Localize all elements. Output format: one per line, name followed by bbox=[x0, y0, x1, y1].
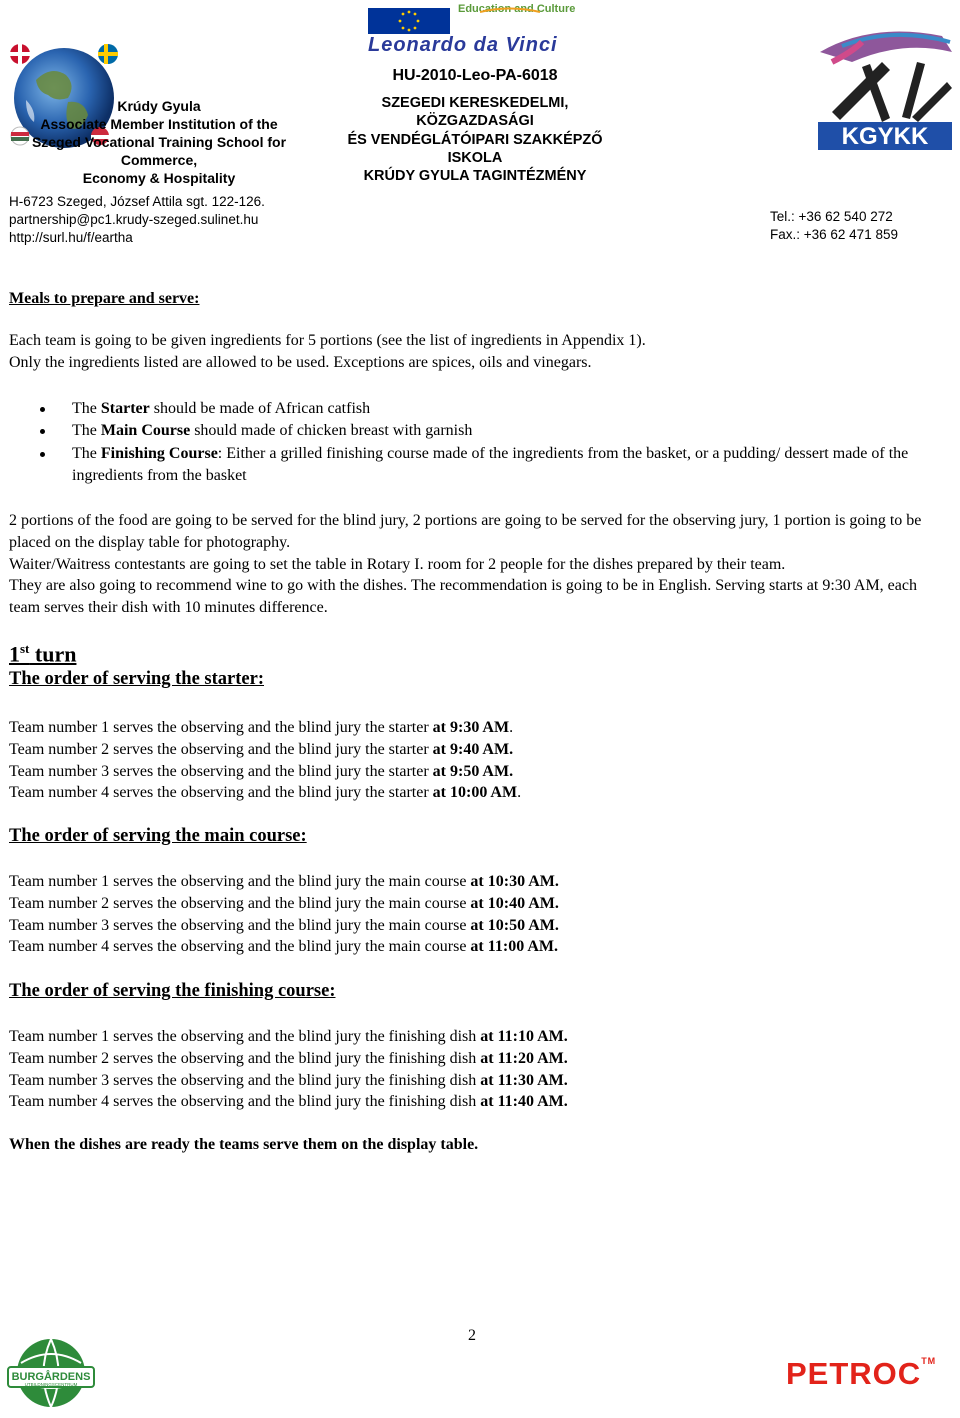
schedule-row bbox=[9, 782, 949, 804]
service-paragraph bbox=[9, 510, 949, 619]
bullet-post: should be made of African catfish bbox=[149, 400, 371, 417]
turn-suffix: st bbox=[20, 641, 30, 656]
row-text: Team number 1 serves the observing and the blind jury the finishing dish bbox=[9, 1028, 481, 1045]
starter-schedule bbox=[9, 717, 949, 804]
row-time: at 10:40 AM. bbox=[470, 894, 559, 912]
row-time: at 11:40 AM. bbox=[480, 1093, 568, 1111]
list-item bbox=[40, 420, 940, 442]
row-text: Team number 4 serves the observing and the blind jury the starter bbox=[9, 784, 433, 802]
main-course-schedule bbox=[9, 871, 949, 958]
bullet-bold: Starter bbox=[100, 400, 150, 417]
row-text: Team number 1 serves the observing and the blind jury the main course bbox=[9, 873, 471, 890]
email-address[interactable]: partnership@pc1.krudy-szeged.sulinet.hu bbox=[9, 212, 259, 227]
kgykk-logo bbox=[812, 22, 956, 152]
bullet-pre: The bbox=[72, 400, 101, 417]
schedule-row bbox=[9, 739, 949, 761]
program-title: Leonardo da Vinci bbox=[368, 34, 558, 56]
schedule-row bbox=[9, 1091, 949, 1113]
institution-line: ISKOLA bbox=[447, 149, 503, 166]
school-name-block bbox=[9, 97, 309, 187]
school-line: Economy & Hospitality bbox=[82, 170, 236, 186]
row-text: Team number 4 serves the observing and the blind jury the main course bbox=[9, 938, 471, 956]
finishing-course-schedule bbox=[9, 1026, 949, 1113]
burgardens-text: BURGÅRDENS bbox=[11, 1371, 91, 1383]
row-time: at 10:50 AM. bbox=[470, 916, 559, 934]
row-text: Team number 3 serves the observing and the blind jury the finishing dish bbox=[9, 1071, 481, 1089]
row-time: at 11:20 AM. bbox=[480, 1049, 568, 1067]
institution-line: KRÚDY GYULA TAGINTÉZMÉNY bbox=[363, 168, 587, 185]
fax-number: Fax.: +36 62 471 859 bbox=[770, 227, 898, 242]
institution-line: SZEGEDI KERESKEDELMI, bbox=[381, 95, 569, 112]
project-code: HU-2010-Leo-PA-6018 bbox=[392, 67, 558, 84]
bullet-pre: The bbox=[72, 444, 101, 462]
schedule-row bbox=[9, 761, 949, 783]
schedule-row bbox=[9, 1048, 949, 1070]
bullet-icon bbox=[40, 429, 45, 434]
bullet-bold: Finishing Course bbox=[100, 444, 218, 462]
bullet-pre: The bbox=[72, 422, 101, 440]
row-time: at 9:40 AM. bbox=[432, 740, 514, 758]
intro-paragraph bbox=[9, 330, 949, 374]
course-bullet-list bbox=[40, 398, 940, 487]
education-culture-label: Education and Culture bbox=[458, 3, 576, 15]
turn-heading bbox=[9, 638, 949, 665]
website-link[interactable]: http://surl.hu/f/eartha bbox=[9, 230, 133, 245]
row-tail: . bbox=[517, 784, 522, 802]
eu-flag-icon bbox=[368, 8, 450, 34]
row-time: at 11:00 AM. bbox=[470, 938, 558, 956]
row-time: at 9:50 AM. bbox=[432, 762, 514, 780]
final-note: When the dishes are ready the teams serve them on the display table. bbox=[9, 1136, 479, 1153]
project-block bbox=[305, 67, 645, 185]
phone-number: Tel.: +36 62 540 272 bbox=[770, 209, 893, 224]
burgardens-subtext: UTBILDNINGSCENTRUM bbox=[24, 1382, 78, 1387]
bullet-post: : Either a grilled finishing course made of the ingredients from the basket, or a pudding/ dessert made of the ingredients from the basket bbox=[72, 444, 909, 484]
row-text: Team number 2 serves the observing and the blind jury the starter bbox=[9, 740, 433, 758]
bullet-icon bbox=[40, 452, 45, 457]
contact-block bbox=[9, 193, 265, 247]
row-text: Team number 2 serves the observing and the blind jury the finishing dish bbox=[9, 1049, 481, 1067]
row-text: Team number 3 serves the observing and the blind jury the main course bbox=[9, 916, 471, 934]
school-line: Associate Member Institution of the bbox=[40, 116, 278, 132]
schedule-row bbox=[9, 717, 949, 739]
list-item bbox=[40, 398, 940, 420]
school-line: Commerce, bbox=[120, 152, 198, 168]
row-time: at 10:30 AM. bbox=[470, 873, 559, 890]
burgardens-logo bbox=[6, 1335, 96, 1413]
section-heading-finishing-course: The order of serving the finishing course: bbox=[9, 981, 336, 1001]
intro-line: Each team is going to be given ingredients for 5 portions (see the list of ingredients in Appendix 1). bbox=[9, 332, 646, 349]
petroc-logo bbox=[786, 1356, 936, 1392]
turn-word: turn bbox=[29, 641, 77, 667]
row-time: at 10:00 AM bbox=[432, 784, 518, 802]
page-number: 2 bbox=[468, 1327, 476, 1344]
meals-heading: Meals to prepare and serve: bbox=[9, 290, 200, 307]
section-heading-starter: The order of serving the starter: bbox=[9, 669, 264, 689]
schedule-row bbox=[9, 871, 949, 893]
petroc-text: PETROC bbox=[786, 1356, 922, 1391]
schedule-row bbox=[9, 893, 949, 915]
schedule-row bbox=[9, 936, 949, 958]
row-time: at 9:30 AM bbox=[432, 719, 510, 736]
institution-line: ÉS VENDÉGLÁTÓIPARI SZAKKÉPZŐ bbox=[347, 131, 603, 148]
list-item bbox=[40, 443, 940, 488]
section-heading-main-course: The order of serving the main course: bbox=[9, 826, 307, 846]
kgykk-logo-text: KGYKK bbox=[841, 123, 929, 150]
service-line: 2 portions of the food are going to be served for the blind jury, 2 portions are going to be served for the observing jury, 1 portion is going to be placed on the display table for photography. bbox=[9, 512, 922, 551]
row-text: Team number 3 serves the observing and the blind jury the starter bbox=[9, 762, 433, 780]
bullet-post: should made of chicken breast with garnish bbox=[190, 422, 473, 440]
row-text: Team number 2 serves the observing and the blind jury the main course bbox=[9, 894, 471, 912]
turn-number: 1 bbox=[9, 641, 20, 667]
row-time: at 11:10 AM. bbox=[480, 1028, 568, 1045]
schedule-row bbox=[9, 1070, 949, 1092]
bullet-icon bbox=[40, 407, 45, 412]
phone-block bbox=[770, 208, 898, 244]
service-line: Waiter/Waitress contestants are going to set the table in Rotary I. room for 2 people for the dishes prepared by their team. bbox=[9, 555, 786, 573]
row-text: Team number 1 serves the observing and the blind jury the starter bbox=[9, 719, 433, 736]
petroc-tm: TM bbox=[921, 1356, 937, 1366]
bullet-bold: Main Course bbox=[100, 422, 191, 440]
row-time: at 11:30 AM. bbox=[480, 1071, 568, 1089]
school-line: Krúdy Gyula bbox=[117, 98, 201, 114]
schedule-row bbox=[9, 915, 949, 937]
ec-swoosh-icon bbox=[480, 0, 540, 6]
schedule-row bbox=[9, 1026, 949, 1048]
row-text: Team number 4 serves the observing and the blind jury the finishing dish bbox=[9, 1093, 481, 1111]
school-line: Szeged Vocational Training School for bbox=[31, 134, 287, 150]
postal-address: H-6723 Szeged, József Attila sgt. 122-126. bbox=[9, 194, 265, 209]
intro-line: Only the ingredients listed are allowed to be used. Exceptions are spices, oils and vinegars. bbox=[9, 353, 592, 371]
service-line: They are also going to recommend wine to go with the dishes. The recommendation is going to be in English. Serving starts at 9:30 AM, each team serves their dish with 10 minutes difference. bbox=[9, 577, 917, 617]
row-tail: . bbox=[509, 719, 514, 736]
institution-line: KÖZGAZDASÁGI bbox=[416, 113, 534, 130]
